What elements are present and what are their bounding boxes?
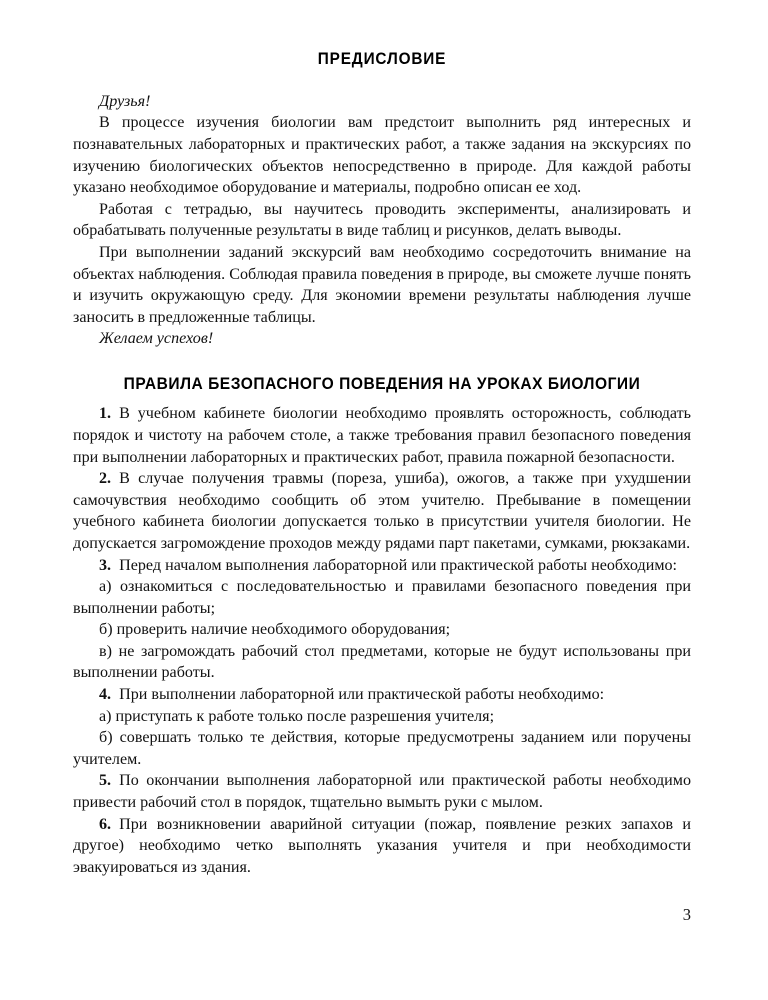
preface-closing: Желаем успехов! bbox=[99, 330, 214, 348]
safety-rules-heading: ПРАВИЛА БЕЗОПАСНОГО ПОВЕДЕНИЯ НА УРОКАХ БИОЛОГИИ bbox=[123, 374, 641, 393]
safety-rule-item-3 bbox=[73, 555, 691, 577]
safety-rule-3-subitem-v: в) не загромождать рабочий стол предметами, которые не будут использованы при выполнении работы. bbox=[73, 642, 691, 682]
safety-rule-item-5 bbox=[73, 770, 691, 813]
safety-rule-number-2: 2. bbox=[99, 470, 120, 488]
safety-rule-item-6 bbox=[73, 814, 691, 879]
safety-rule-text-4: При выполнении лабораторной или практической работы необходимо: bbox=[119, 686, 605, 704]
safety-rule-number-4: 4. bbox=[99, 686, 120, 704]
safety-rule-3-subitem-a: а) ознакомиться с последовательностью и правилами безопасного поведения при выполнении работы; bbox=[73, 578, 691, 617]
safety-rule-text-6: При возникновении аварийной ситуации (пожар, появление резких запахов и другое) необходимо четко выполнять указания учителя и при необходимости эвакуироваться из здания. bbox=[73, 815, 691, 876]
safety-rule-number-5: 5. bbox=[99, 772, 120, 790]
preface-paragraph-3: При выполнении заданий экскурсий вам необходимо сосредоточить внимание на объектах наблюдения. Соблюдая правила поведения в природе, вы сможете лучше понять и изучить окружающую среду. Для экономии времени результаты наблюдения лучше заносить в предложенные таблицы. bbox=[73, 243, 691, 326]
safety-rule-text-2: В случае получения травмы (пореза, ушиба), ожогов, а также при ухудшении самочувствия необходимо сообщить об этом учителю. Пребывание в помещении учебного кабинета биологии допускается только в присутствии учителя биологии. Не допускается загромождение проходов между рядами парт пакетами, сумками, рюкзаками. bbox=[73, 470, 691, 552]
safety-rule-4-subitem-a: а) приступать к работе только после разрешения учителя; bbox=[99, 707, 495, 725]
safety-rule-text-1: В учебном кабинете биологии необходимо проявлять осторожность, соблюдать порядок и чистоту на рабочем столе, а также требования правил безопасного поведения при выполнении лабораторных и практических работ, правила пожарной безопасности. bbox=[73, 405, 691, 466]
safety-rule-item-4 bbox=[73, 684, 691, 706]
preface-paragraph-1: В процессе изучения биологии вам предстоит выполнить ряд интересных и познавательных лабораторных и практических работ, а также задания на экскурсиях по изучению биологических объектов непосредственно в природе. Для каждой работы указано необходимое оборудование и материалы, подробно описан ее ход. bbox=[73, 114, 691, 197]
preface-salutation: Друзья! bbox=[99, 92, 151, 110]
preface-heading: ПРЕДИСЛОВИЕ bbox=[317, 50, 447, 68]
safety-rule-number-1: 1. bbox=[99, 405, 120, 423]
safety-rule-item-2 bbox=[73, 468, 691, 554]
page-content bbox=[73, 50, 691, 878]
safety-rule-4-subitem-b: б) совершать только те действия, которые предусмотрены заданием или поручены учителем. bbox=[73, 729, 691, 768]
safety-rule-number-6: 6. bbox=[99, 815, 120, 833]
safety-rule-item-1 bbox=[73, 403, 691, 468]
safety-rule-number-3: 3. bbox=[99, 556, 120, 574]
safety-rule-text-3: Перед началом выполнения лабораторной или практической работы необходимо: bbox=[119, 556, 678, 574]
preface-paragraph-2: Работая с тетрадью, вы научитесь проводить эксперименты, анализировать и обрабатывать полученные результаты в виде таблиц и рисунков, делать выводы. bbox=[73, 200, 691, 240]
page-number: 3 bbox=[682, 905, 691, 924]
safety-rule-text-5: По окончании выполнения лабораторной или практической работы необходимо привести рабочий стол в порядок, тщательно вымыть руки с мылом. bbox=[73, 772, 691, 812]
safety-rule-3-subitem-b: б) проверить наличие необходимого оборудования; bbox=[99, 621, 451, 639]
